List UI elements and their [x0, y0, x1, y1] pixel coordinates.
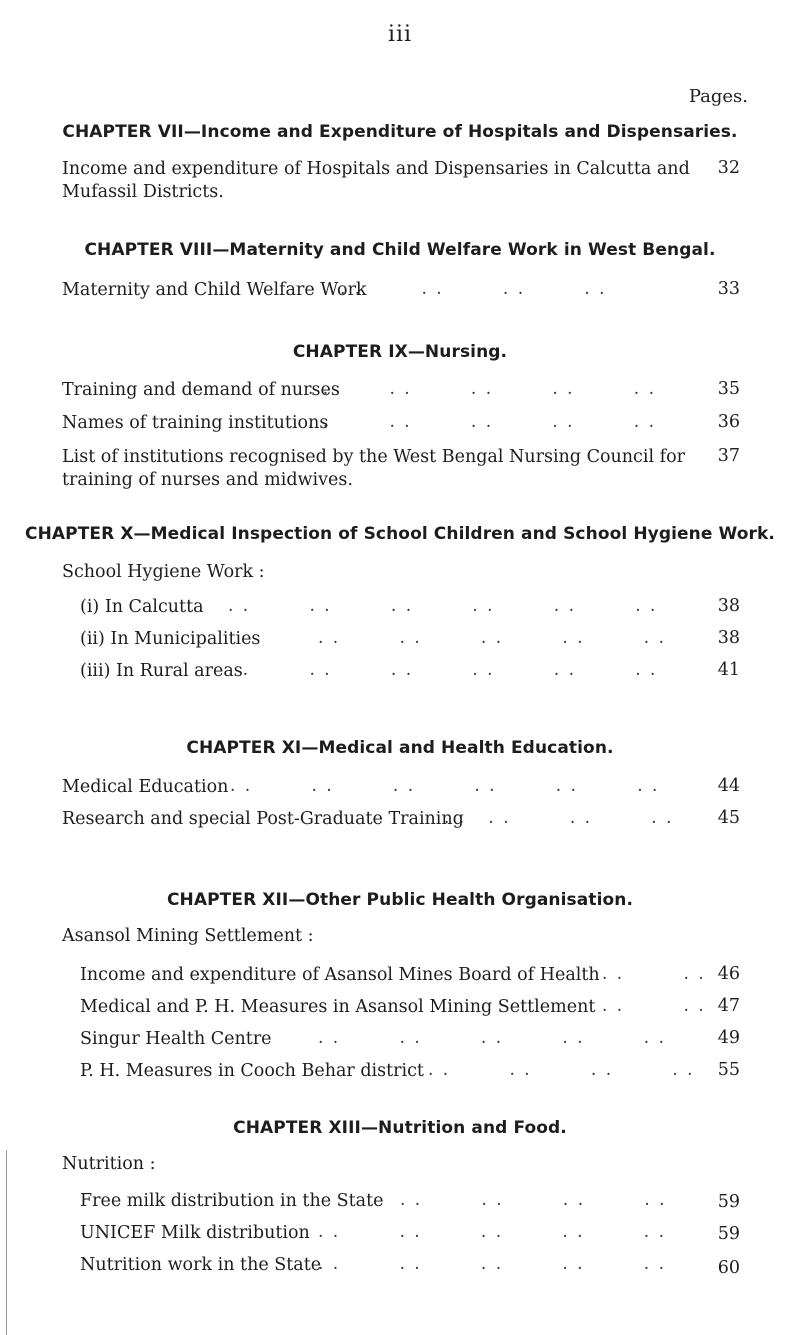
toc-page-number: 59: [717, 1192, 740, 1212]
toc-entry: Medical Education: [62, 777, 229, 797]
chapter-vii-title: CHAPTER VII—Income and Expenditure of Hospitals and Dispensaries.: [62, 122, 738, 142]
toc-entry: UNICEF Milk distribution: [80, 1223, 310, 1243]
dot-leader: . . . . . . . .: [400, 1190, 667, 1210]
toc-entry: List of institutions recognised by the West Bengal Nursing Council for training of nurses and midwives.: [62, 447, 685, 490]
toc-page-number: 38: [717, 628, 740, 648]
toc-page-number: 37: [717, 446, 740, 466]
chapter-xiii-title: CHAPTER XIII—Nutrition and Food.: [233, 1118, 567, 1138]
dot-leader: . . . . . . . . . .: [318, 1222, 666, 1242]
toc-page-number: 47: [717, 996, 740, 1016]
toc-entry: Medical and P. H. Measures in Asansol Mining Settlement: [80, 997, 596, 1017]
toc-page-number: 38: [717, 596, 740, 616]
toc-page-number: 33: [717, 279, 740, 299]
dot-leader: . . . . . . . . . . . .: [228, 660, 658, 680]
dot-leader: . . . . . . . . . . . .: [230, 776, 660, 796]
section-heading: School Hygiene Work :: [62, 562, 265, 582]
page-number-roman: iii: [387, 22, 413, 47]
toc-page-number: 35: [717, 379, 740, 399]
chapter-ix-title: CHAPTER IX—Nursing.: [292, 342, 508, 362]
page-edge-line: [6, 1150, 7, 1335]
chapter-viii-title: CHAPTER VIII—Maternity and Child Welfare Work in West Bengal.: [84, 240, 716, 260]
dot-leader: . . . .: [602, 964, 706, 984]
toc-page-number: 49: [717, 1028, 740, 1048]
toc-entry: Income and expenditure of Hospitals and Dispensaries in Calcutta and Mufassil Districts.: [62, 159, 690, 202]
toc-entry: Maternity and Child Welfare Work: [62, 280, 367, 300]
dot-leader: . . . .: [602, 996, 706, 1016]
dot-leader: . . . . . . . .: [428, 1060, 695, 1080]
toc-page-number: 44: [717, 776, 740, 796]
toc-page-number: 41: [717, 660, 740, 680]
chapter-x-title: CHAPTER X—Medical Inspection of School Children and School Hygiene Work.: [25, 524, 775, 544]
toc-entry: (ii) In Municipalities: [80, 629, 261, 649]
toc-page-number: 46: [717, 964, 740, 984]
toc-entry: (i) In Calcutta: [80, 597, 204, 617]
toc-page-number: 60: [717, 1258, 740, 1278]
toc-entry: Income and expenditure of Asansol Mines Board of Health: [80, 965, 600, 985]
dot-leader: . . . . . . . . . .: [308, 412, 656, 432]
dot-leader: . . . . . . . .: [444, 808, 674, 828]
dot-leader: . . . . . . . .: [340, 279, 607, 299]
dot-leader: . . . . . . . . . . . .: [228, 596, 658, 616]
dot-leader: . . . . . . . . . .: [308, 379, 656, 399]
toc-entry: Singur Health Centre: [80, 1029, 272, 1049]
dot-leader: . . . . . . . . . .: [318, 1254, 666, 1274]
toc-entry: Free milk distribution in the State: [80, 1191, 384, 1211]
chapter-xi-title: CHAPTER XI—Medical and Health Education.: [186, 738, 614, 758]
toc-page-number: 59: [717, 1224, 740, 1244]
pages-column-label: Pages.: [688, 86, 748, 107]
toc-entry: Research and special Post-Graduate Training: [62, 809, 464, 829]
section-heading: Asansol Mining Settlement :: [62, 926, 314, 946]
dot-leader: . . . . . . . . . .: [318, 1028, 666, 1048]
section-heading: Nutrition :: [62, 1154, 156, 1174]
toc-page-number: 55: [717, 1060, 740, 1080]
dot-leader: . . . . . . . . . .: [318, 628, 666, 648]
toc-entry: P. H. Measures in Cooch Behar district: [80, 1061, 424, 1081]
toc-page-number: 36: [717, 412, 740, 432]
chapter-xii-title: CHAPTER XII—Other Public Health Organisation.: [166, 890, 634, 910]
toc-entry: Nutrition work in the State: [80, 1255, 322, 1275]
toc-entry: Training and demand of nurses: [62, 380, 340, 400]
toc-entry: Names of training institutions: [62, 413, 329, 433]
toc-entry: (iii) In Rural areas: [80, 661, 243, 681]
toc-page-number: 32: [717, 158, 740, 178]
toc-page-number: 45: [717, 808, 740, 828]
